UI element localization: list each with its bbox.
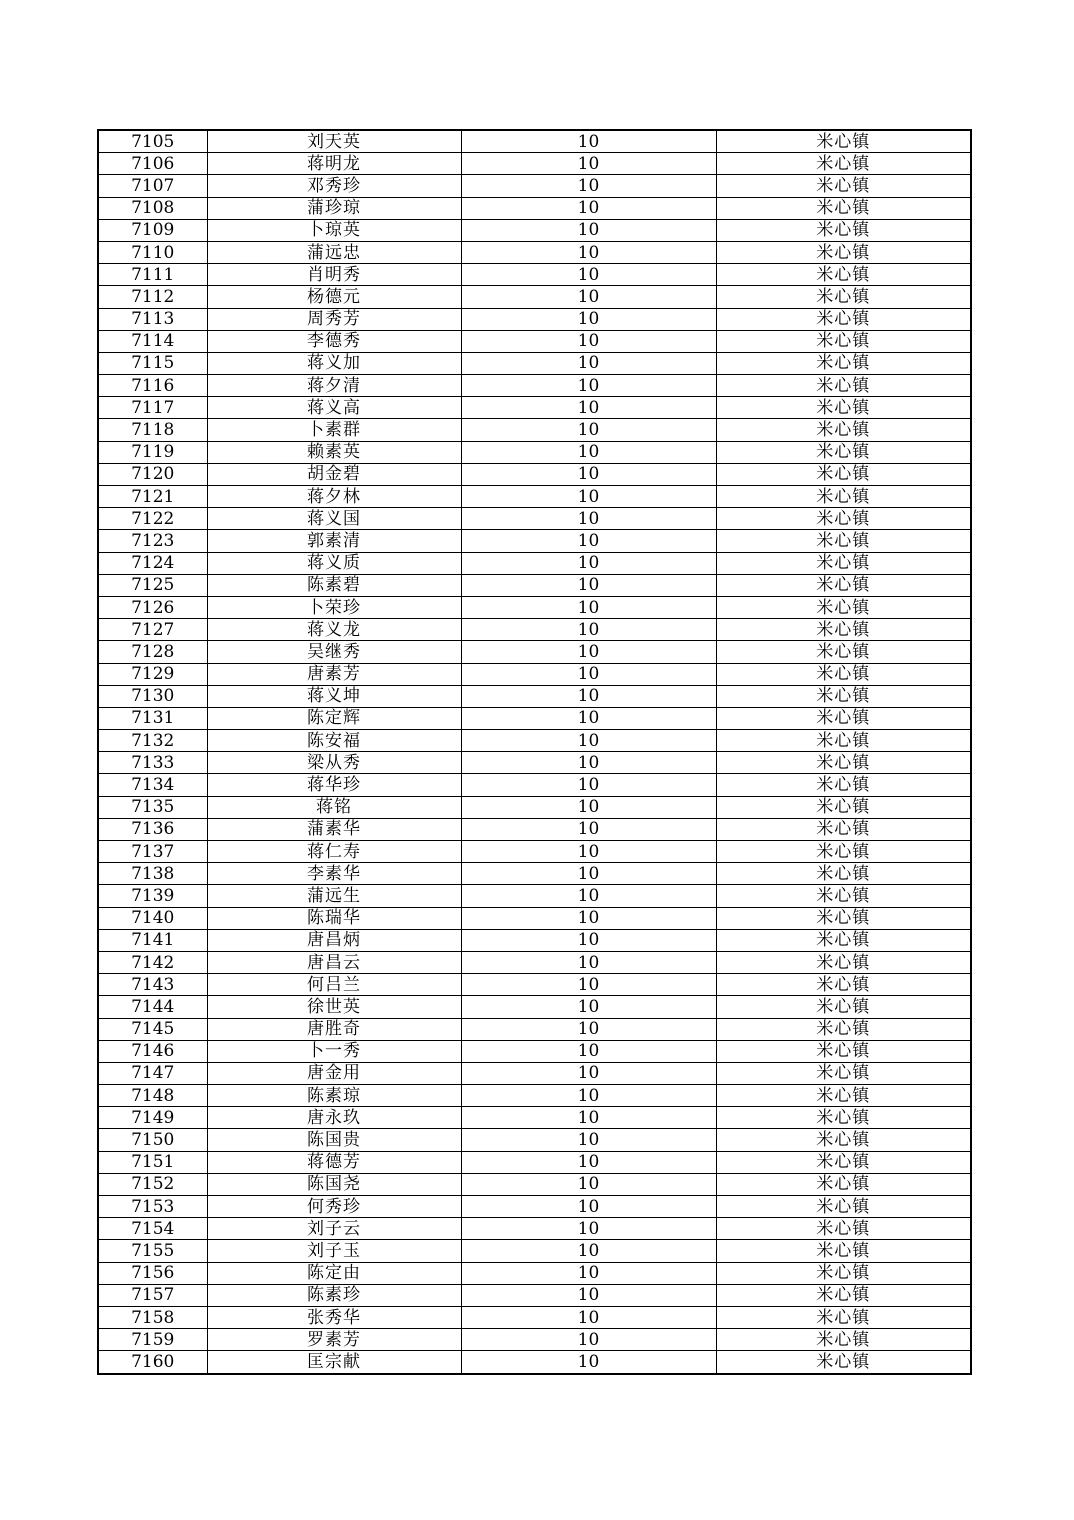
town-cell: 米心镇 <box>716 1262 971 1284</box>
row-number-cell: 7106 <box>98 153 207 175</box>
amount-cell: 10 <box>461 818 716 840</box>
row-number-cell: 7130 <box>98 685 207 707</box>
amount-cell: 10 <box>461 996 716 1018</box>
row-number-cell: 7116 <box>98 375 207 397</box>
row-number-cell: 7157 <box>98 1284 207 1306</box>
table-row <box>98 1306 971 1328</box>
name-cell: 罗素芳 <box>207 1329 461 1351</box>
table-row <box>98 907 971 929</box>
name-cell: 蒋义龙 <box>207 619 461 641</box>
town-cell: 米心镇 <box>716 508 971 530</box>
name-cell: 周秀芳 <box>207 308 461 330</box>
row-number-cell: 7132 <box>98 730 207 752</box>
town-cell: 米心镇 <box>716 241 971 263</box>
row-number-cell: 7127 <box>98 619 207 641</box>
amount-cell: 10 <box>461 1306 716 1328</box>
town-cell: 米心镇 <box>716 441 971 463</box>
town-cell: 米心镇 <box>716 774 971 796</box>
amount-cell: 10 <box>461 330 716 352</box>
row-number-cell: 7142 <box>98 951 207 973</box>
amount-cell: 10 <box>461 264 716 286</box>
name-cell: 蒋义高 <box>207 397 461 419</box>
town-cell: 米心镇 <box>716 663 971 685</box>
amount-cell: 10 <box>461 1062 716 1084</box>
table-row <box>98 219 971 241</box>
name-cell: 何吕兰 <box>207 974 461 996</box>
table-row <box>98 552 971 574</box>
amount-cell: 10 <box>461 1262 716 1284</box>
row-number-cell: 7156 <box>98 1262 207 1284</box>
table-row <box>98 863 971 885</box>
name-cell: 卜一秀 <box>207 1040 461 1062</box>
table-row <box>98 1351 971 1374</box>
amount-cell: 10 <box>461 730 716 752</box>
row-number-cell: 7117 <box>98 397 207 419</box>
table-row <box>98 1218 971 1240</box>
amount-cell: 10 <box>461 153 716 175</box>
row-number-cell: 7119 <box>98 441 207 463</box>
name-cell: 肖明秀 <box>207 264 461 286</box>
name-cell: 陈素琼 <box>207 1085 461 1107</box>
table-row <box>98 130 971 153</box>
table-row <box>98 486 971 508</box>
amount-cell: 10 <box>461 1196 716 1218</box>
town-cell: 米心镇 <box>716 596 971 618</box>
name-cell: 张秀华 <box>207 1306 461 1328</box>
name-cell: 蒋仁寿 <box>207 841 461 863</box>
town-cell: 米心镇 <box>716 1062 971 1084</box>
table-row <box>98 308 971 330</box>
amount-cell: 10 <box>461 486 716 508</box>
town-cell: 米心镇 <box>716 863 971 885</box>
table-row <box>98 463 971 485</box>
name-cell: 蒋德芳 <box>207 1151 461 1173</box>
amount-cell: 10 <box>461 352 716 374</box>
row-number-cell: 7126 <box>98 596 207 618</box>
table-row <box>98 175 971 197</box>
row-number-cell: 7109 <box>98 219 207 241</box>
name-cell: 吴继秀 <box>207 641 461 663</box>
name-cell: 唐胜奇 <box>207 1018 461 1040</box>
table-row <box>98 508 971 530</box>
town-cell: 米心镇 <box>716 1218 971 1240</box>
name-cell: 杨德元 <box>207 286 461 308</box>
row-number-cell: 7123 <box>98 530 207 552</box>
town-cell: 米心镇 <box>716 996 971 1018</box>
table-row <box>98 974 971 996</box>
name-cell: 卜琼英 <box>207 219 461 241</box>
town-cell: 米心镇 <box>716 1196 971 1218</box>
table-row <box>98 397 971 419</box>
name-cell: 蒋义坤 <box>207 685 461 707</box>
row-number-cell: 7143 <box>98 974 207 996</box>
amount-cell: 10 <box>461 841 716 863</box>
amount-cell: 10 <box>461 286 716 308</box>
row-number-cell: 7154 <box>98 1218 207 1240</box>
town-cell: 米心镇 <box>716 1240 971 1262</box>
amount-cell: 10 <box>461 1218 716 1240</box>
town-cell: 米心镇 <box>716 1329 971 1351</box>
row-number-cell: 7141 <box>98 929 207 951</box>
town-cell: 米心镇 <box>716 929 971 951</box>
town-cell: 米心镇 <box>716 1085 971 1107</box>
town-cell: 米心镇 <box>716 974 971 996</box>
row-number-cell: 7155 <box>98 1240 207 1262</box>
amount-cell: 10 <box>461 619 716 641</box>
amount-cell: 10 <box>461 1240 716 1262</box>
town-cell: 米心镇 <box>716 153 971 175</box>
table-row <box>98 1062 971 1084</box>
row-number-cell: 7146 <box>98 1040 207 1062</box>
table-row <box>98 352 971 374</box>
table-row <box>98 818 971 840</box>
amount-cell: 10 <box>461 397 716 419</box>
name-cell: 梁从秀 <box>207 752 461 774</box>
row-number-cell: 7133 <box>98 752 207 774</box>
amount-cell: 10 <box>461 1129 716 1151</box>
amount-cell: 10 <box>461 308 716 330</box>
row-number-cell: 7128 <box>98 641 207 663</box>
name-cell: 郭素清 <box>207 530 461 552</box>
row-number-cell: 7131 <box>98 707 207 729</box>
table-row <box>98 619 971 641</box>
amount-cell: 10 <box>461 1173 716 1195</box>
row-number-cell: 7137 <box>98 841 207 863</box>
name-cell: 蒲素华 <box>207 818 461 840</box>
name-cell: 陈国尧 <box>207 1173 461 1195</box>
row-number-cell: 7135 <box>98 796 207 818</box>
table-row <box>98 752 971 774</box>
row-number-cell: 7139 <box>98 885 207 907</box>
amount-cell: 10 <box>461 241 716 263</box>
table-row <box>98 375 971 397</box>
amount-cell: 10 <box>461 974 716 996</box>
town-cell: 米心镇 <box>716 197 971 219</box>
row-number-cell: 7118 <box>98 419 207 441</box>
amount-cell: 10 <box>461 1151 716 1173</box>
town-cell: 米心镇 <box>716 1173 971 1195</box>
row-number-cell: 7112 <box>98 286 207 308</box>
town-cell: 米心镇 <box>716 1284 971 1306</box>
town-cell: 米心镇 <box>716 1151 971 1173</box>
amount-cell: 10 <box>461 219 716 241</box>
name-cell: 唐昌云 <box>207 951 461 973</box>
row-number-cell: 7121 <box>98 486 207 508</box>
town-cell: 米心镇 <box>716 552 971 574</box>
table-row <box>98 641 971 663</box>
town-cell: 米心镇 <box>716 486 971 508</box>
row-number-cell: 7108 <box>98 197 207 219</box>
name-cell: 李德秀 <box>207 330 461 352</box>
amount-cell: 10 <box>461 1351 716 1374</box>
name-cell: 何秀珍 <box>207 1196 461 1218</box>
name-cell: 蒲珍琼 <box>207 197 461 219</box>
amount-cell: 10 <box>461 441 716 463</box>
table-row <box>98 264 971 286</box>
name-cell: 蒲远生 <box>207 885 461 907</box>
name-cell: 徐世英 <box>207 996 461 1018</box>
name-cell: 陈安福 <box>207 730 461 752</box>
name-cell: 卜荣珍 <box>207 596 461 618</box>
town-cell: 米心镇 <box>716 1018 971 1040</box>
name-cell: 匡宗献 <box>207 1351 461 1374</box>
row-number-cell: 7160 <box>98 1351 207 1374</box>
row-number-cell: 7105 <box>98 130 207 153</box>
table-row <box>98 730 971 752</box>
town-cell: 米心镇 <box>716 397 971 419</box>
name-cell: 蒋义质 <box>207 552 461 574</box>
amount-cell: 10 <box>461 752 716 774</box>
amount-cell: 10 <box>461 1085 716 1107</box>
town-cell: 米心镇 <box>716 1040 971 1062</box>
table-row <box>98 153 971 175</box>
name-cell: 唐金用 <box>207 1062 461 1084</box>
row-number-cell: 7145 <box>98 1018 207 1040</box>
name-cell: 蒋明龙 <box>207 153 461 175</box>
amount-cell: 10 <box>461 707 716 729</box>
amount-cell: 10 <box>461 1284 716 1306</box>
amount-cell: 10 <box>461 596 716 618</box>
amount-cell: 10 <box>461 463 716 485</box>
amount-cell: 10 <box>461 685 716 707</box>
town-cell: 米心镇 <box>716 619 971 641</box>
name-cell: 唐永玖 <box>207 1107 461 1129</box>
table-row <box>98 796 971 818</box>
amount-cell: 10 <box>461 175 716 197</box>
table-row <box>98 1329 971 1351</box>
row-number-cell: 7147 <box>98 1062 207 1084</box>
name-cell: 蒋义国 <box>207 508 461 530</box>
amount-cell: 10 <box>461 641 716 663</box>
name-cell: 唐素芳 <box>207 663 461 685</box>
table-row <box>98 197 971 219</box>
amount-cell: 10 <box>461 929 716 951</box>
table-row <box>98 1284 971 1306</box>
amount-cell: 10 <box>461 419 716 441</box>
name-cell: 陈素碧 <box>207 574 461 596</box>
town-cell: 米心镇 <box>716 641 971 663</box>
table-row <box>98 241 971 263</box>
row-number-cell: 7158 <box>98 1306 207 1328</box>
amount-cell: 10 <box>461 574 716 596</box>
name-cell: 李素华 <box>207 863 461 885</box>
table-row <box>98 1040 971 1062</box>
row-number-cell: 7159 <box>98 1329 207 1351</box>
amount-cell: 10 <box>461 130 716 153</box>
table-row <box>98 685 971 707</box>
amount-cell: 10 <box>461 796 716 818</box>
row-number-cell: 7152 <box>98 1173 207 1195</box>
name-cell: 陈定辉 <box>207 707 461 729</box>
name-cell: 蒋夕清 <box>207 375 461 397</box>
amount-cell: 10 <box>461 907 716 929</box>
row-number-cell: 7136 <box>98 818 207 840</box>
name-cell: 陈瑞华 <box>207 907 461 929</box>
row-number-cell: 7129 <box>98 663 207 685</box>
town-cell: 米心镇 <box>716 530 971 552</box>
data-table <box>97 129 972 1375</box>
amount-cell: 10 <box>461 663 716 685</box>
town-cell: 米心镇 <box>716 730 971 752</box>
row-number-cell: 7110 <box>98 241 207 263</box>
town-cell: 米心镇 <box>716 1306 971 1328</box>
name-cell: 刘天英 <box>207 130 461 153</box>
town-cell: 米心镇 <box>716 308 971 330</box>
town-cell: 米心镇 <box>716 707 971 729</box>
row-number-cell: 7115 <box>98 352 207 374</box>
row-number-cell: 7149 <box>98 1107 207 1129</box>
table-row <box>98 286 971 308</box>
amount-cell: 10 <box>461 1018 716 1040</box>
amount-cell: 10 <box>461 1107 716 1129</box>
row-number-cell: 7151 <box>98 1151 207 1173</box>
amount-cell: 10 <box>461 774 716 796</box>
row-number-cell: 7114 <box>98 330 207 352</box>
amount-cell: 10 <box>461 508 716 530</box>
town-cell: 米心镇 <box>716 885 971 907</box>
amount-cell: 10 <box>461 197 716 219</box>
row-number-cell: 7153 <box>98 1196 207 1218</box>
name-cell: 胡金碧 <box>207 463 461 485</box>
table-row <box>98 441 971 463</box>
table-row <box>98 574 971 596</box>
table-row <box>98 1240 971 1262</box>
row-number-cell: 7140 <box>98 907 207 929</box>
amount-cell: 10 <box>461 951 716 973</box>
row-number-cell: 7138 <box>98 863 207 885</box>
town-cell: 米心镇 <box>716 264 971 286</box>
town-cell: 米心镇 <box>716 1129 971 1151</box>
town-cell: 米心镇 <box>716 463 971 485</box>
table-row <box>98 1196 971 1218</box>
row-number-cell: 7107 <box>98 175 207 197</box>
table-row <box>98 419 971 441</box>
name-cell: 蒲远忠 <box>207 241 461 263</box>
town-cell: 米心镇 <box>716 352 971 374</box>
table-row <box>98 1085 971 1107</box>
name-cell: 邓秀珍 <box>207 175 461 197</box>
town-cell: 米心镇 <box>716 818 971 840</box>
town-cell: 米心镇 <box>716 219 971 241</box>
town-cell: 米心镇 <box>716 1107 971 1129</box>
row-number-cell: 7125 <box>98 574 207 596</box>
table-row <box>98 707 971 729</box>
table-row <box>98 596 971 618</box>
name-cell: 刘子云 <box>207 1218 461 1240</box>
table-row <box>98 1107 971 1129</box>
name-cell: 蒋华珍 <box>207 774 461 796</box>
name-cell: 蒋夕林 <box>207 486 461 508</box>
amount-cell: 10 <box>461 885 716 907</box>
table-row <box>98 1262 971 1284</box>
town-cell: 米心镇 <box>716 175 971 197</box>
town-cell: 米心镇 <box>716 951 971 973</box>
row-number-cell: 7150 <box>98 1129 207 1151</box>
name-cell: 蒋义加 <box>207 352 461 374</box>
row-number-cell: 7144 <box>98 996 207 1018</box>
row-number-cell: 7113 <box>98 308 207 330</box>
row-number-cell: 7124 <box>98 552 207 574</box>
town-cell: 米心镇 <box>716 841 971 863</box>
town-cell: 米心镇 <box>716 419 971 441</box>
amount-cell: 10 <box>461 530 716 552</box>
table-row <box>98 1129 971 1151</box>
town-cell: 米心镇 <box>716 796 971 818</box>
name-cell: 陈定由 <box>207 1262 461 1284</box>
name-cell: 唐昌炳 <box>207 929 461 951</box>
name-cell: 赖素英 <box>207 441 461 463</box>
table-row <box>98 1018 971 1040</box>
table-row <box>98 841 971 863</box>
name-cell: 蒋铭 <box>207 796 461 818</box>
table-row <box>98 330 971 352</box>
town-cell: 米心镇 <box>716 752 971 774</box>
town-cell: 米心镇 <box>716 130 971 153</box>
name-cell: 陈素珍 <box>207 1284 461 1306</box>
row-number-cell: 7120 <box>98 463 207 485</box>
row-number-cell: 7148 <box>98 1085 207 1107</box>
table-row <box>98 1151 971 1173</box>
row-number-cell: 7122 <box>98 508 207 530</box>
name-cell: 卜素群 <box>207 419 461 441</box>
table-row <box>98 530 971 552</box>
town-cell: 米心镇 <box>716 574 971 596</box>
table-row <box>98 996 971 1018</box>
amount-cell: 10 <box>461 552 716 574</box>
table-row <box>98 885 971 907</box>
amount-cell: 10 <box>461 375 716 397</box>
name-cell: 陈国贵 <box>207 1129 461 1151</box>
table-row <box>98 774 971 796</box>
table-body <box>98 130 971 1374</box>
town-cell: 米心镇 <box>716 685 971 707</box>
table-row <box>98 929 971 951</box>
table-row <box>98 951 971 973</box>
amount-cell: 10 <box>461 863 716 885</box>
town-cell: 米心镇 <box>716 330 971 352</box>
row-number-cell: 7134 <box>98 774 207 796</box>
town-cell: 米心镇 <box>716 286 971 308</box>
town-cell: 米心镇 <box>716 375 971 397</box>
town-cell: 米心镇 <box>716 907 971 929</box>
row-number-cell: 7111 <box>98 264 207 286</box>
name-cell: 刘子玉 <box>207 1240 461 1262</box>
amount-cell: 10 <box>461 1329 716 1351</box>
amount-cell: 10 <box>461 1040 716 1062</box>
table-row <box>98 663 971 685</box>
table-row <box>98 1173 971 1195</box>
town-cell: 米心镇 <box>716 1351 971 1374</box>
